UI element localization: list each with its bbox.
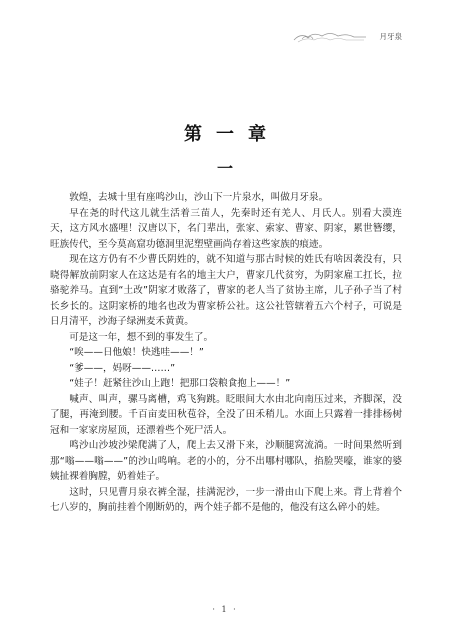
paragraph: 喊声、叫声，骡马离槽，鸡飞狗跳。眨眼间大水由北向南压过来，齐脚深，没了腿，再淹到腰。千百亩麦田秋苞谷，全没了田禾稍儿。水面上只露着一排排杨树冠和一家家房屋顶，还漂着些个死尸活人。 (50, 393, 402, 436)
paragraph: 敦煌，去城十里有座鸣沙山，沙山下一片泉水，叫做月牙泉。 (69, 192, 329, 203)
cloud-ornament-icon (292, 30, 372, 44)
paragraph: “唉——日他娘！快逃哇——！” (69, 347, 204, 358)
paragraph: 这时，只见曹月泉衣裤全湿，挂满泥沙，一步一滑由山下爬上来。背上背着个七八岁的，胸前挂着个刚断奶的，两个娃子都不是他的，他没有这么碎小的娃。 (50, 486, 402, 513)
body-text (50, 190, 402, 516)
paragraph: 可是这一年，想不到的事发生了。 (69, 331, 214, 343)
paragraph: “娃子！赶紧往沙山上跑！把那口袋粮食抱上——！” (69, 378, 291, 389)
page-number: · 1 · (212, 605, 238, 614)
running-header (292, 30, 402, 44)
paragraph: 现在这方仍有不少曹氏阴姓的，就不知道与那古时候的姓氏有啥因袭没有，只晓得解放前阴家人在这达是有名的地主大户，曹家几代贫穷，为阴家雇工扛长，拉骆驼养马。直到“土改”阴家才败落了，曹家的老人当了贫协主席，儿子孙子当了村长乡长的。这阴家桥的地名也改为曹家桥公社。这公社管辖着五六个村子，可说是日月清平，沙海子绿洲麦禾黄黄。 (50, 254, 402, 327)
book-title: 月牙泉 (379, 32, 402, 41)
paragraph: 早在尧的时代这儿就生活着三苗人，先秦时还有羌人、月氏人。别看大漠连天，这方风水盛哩！汉唐以下，名门辈出，张家、索家、曹家、阴家，累世簪缨，旺族传代，至今莫高窟功德洞里泥塑壁画尚存着这些家族的痕迹。 (50, 207, 402, 250)
chapter-title: 第一章 (184, 124, 280, 145)
paragraph: 鸣沙山沙坡沙梁爬满了人，爬上去又滑下来，沙顺腿窝流淌。一时间果然听到那“嗡——嗡——”的沙山鸣响。老的小的，分不出哪村哪队，掐脸哭嚎，谁家的婆姨扯裸着胸膛，奶着娃子。 (50, 440, 402, 482)
section-number: 一 (216, 159, 233, 178)
paragraph: “爹——，妈呀——……” (69, 362, 176, 374)
